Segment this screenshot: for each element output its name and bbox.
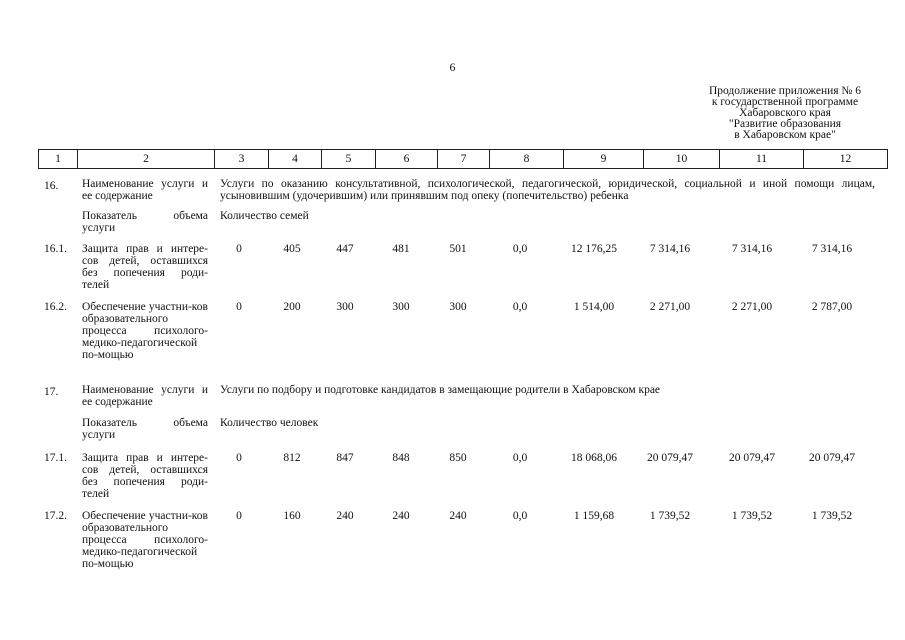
row-value: 7 314,16 [649, 243, 691, 255]
column-header: 2 [78, 150, 215, 169]
row-value: 300 [336, 301, 354, 313]
row-number: 17.1. [44, 452, 67, 464]
indicator-label: Показатель объема услуги [82, 417, 208, 441]
column-header: 4 [269, 150, 322, 169]
column-header: 5 [322, 150, 376, 169]
row-number: 17.2. [44, 510, 67, 522]
row-value: 1 514,00 [573, 301, 615, 313]
row-value: 160 [283, 510, 301, 522]
column-header: 9 [564, 150, 644, 169]
row-value: 0,0 [512, 301, 528, 313]
row-value: 18 068,06 [571, 452, 617, 464]
row-value: 240 [449, 510, 467, 522]
row-name: Обеспечение участни-ков образовательного процесса психолого-медико-педагогической по-мощью [82, 510, 208, 570]
row-value: 501 [449, 243, 467, 255]
row-value: 0 [236, 510, 242, 522]
section-number: 16. [44, 180, 59, 192]
row-name: Защита прав и интере-сов детей, оставшихся без попечения роди-телей [82, 243, 208, 291]
row-name: Защита прав и интере-сов детей, оставшихся без попечения роди-телей [82, 452, 208, 500]
row-value: 20 079,47 [729, 452, 775, 464]
column-header: 3 [215, 150, 269, 169]
page-number: 6 [449, 60, 456, 74]
row-value: 0 [236, 243, 242, 255]
row-value: 300 [449, 301, 467, 313]
service-name-label: Наименование услуги и ее содержание [82, 178, 208, 202]
row-value: 1 739,52 [811, 510, 853, 522]
row-value: 240 [336, 510, 354, 522]
row-number: 16.2. [44, 301, 67, 313]
service-name-label: Наименование услуги и ее содержание [82, 384, 208, 408]
row-value: 300 [392, 301, 410, 313]
row-value: 2 271,00 [731, 301, 773, 313]
row-value: 2 271,00 [649, 301, 691, 313]
appendix-line: Хабаровского края [739, 107, 831, 119]
row-value: 0,0 [512, 452, 528, 464]
appendix-line: к государственной программе [711, 96, 859, 108]
service-description: Услуги по оказанию консультативной, психологической, педагогической, юридической, социальной и иной помощи лицам, усыновившим (удочерившим) или принявшим под опеку (попечительство) ребенка [220, 178, 875, 202]
row-value: 2 787,00 [811, 301, 853, 313]
indicator-value: Количество человек [220, 417, 319, 429]
row-value: 200 [283, 301, 301, 313]
row-value: 848 [392, 452, 410, 464]
service-description: Услуги по подбору и подготовке кандидатов в замещающие родители в Хабаровском крае [220, 384, 661, 396]
appendix-line: "Развитие образования [728, 118, 842, 130]
column-header: 1 [39, 150, 78, 169]
row-number: 16.1. [44, 243, 67, 255]
row-value: 20 079,47 [647, 452, 693, 464]
appendix-line: Продолжение приложения № 6 [708, 85, 862, 97]
row-value: 7 314,16 [811, 243, 853, 255]
row-value: 0 [236, 452, 242, 464]
row-value: 1 739,52 [649, 510, 691, 522]
column-header-row [38, 149, 888, 169]
indicator-label: Показатель объема услуги [82, 210, 208, 234]
column-header: 6 [376, 150, 438, 169]
row-value: 0,0 [512, 243, 528, 255]
row-value: 20 079,47 [809, 452, 855, 464]
column-header: 7 [438, 150, 490, 169]
row-value: 1 159,68 [573, 510, 615, 522]
row-value: 847 [336, 452, 354, 464]
column-header: 10 [644, 150, 720, 169]
row-value: 0,0 [512, 510, 528, 522]
row-value: 812 [283, 452, 301, 464]
column-header: 12 [804, 150, 888, 169]
column-header: 11 [720, 150, 804, 169]
row-name: Обеспечение участни-ков образовательного процесса психолого-медико-педагогической по-мощью [82, 301, 208, 361]
row-value: 7 314,16 [731, 243, 773, 255]
row-value: 12 176,25 [571, 243, 617, 255]
row-value: 850 [449, 452, 467, 464]
row-value: 240 [392, 510, 410, 522]
row-value: 1 739,52 [731, 510, 773, 522]
column-header: 8 [490, 150, 564, 169]
appendix-heading [640, 86, 905, 141]
row-value: 481 [392, 243, 410, 255]
row-value: 447 [336, 243, 354, 255]
appendix-line: в Хабаровском крае" [734, 129, 836, 141]
row-value: 405 [283, 243, 301, 255]
row-value: 0 [236, 301, 242, 313]
section-number: 17. [44, 386, 59, 398]
indicator-value: Количество семей [220, 210, 309, 222]
